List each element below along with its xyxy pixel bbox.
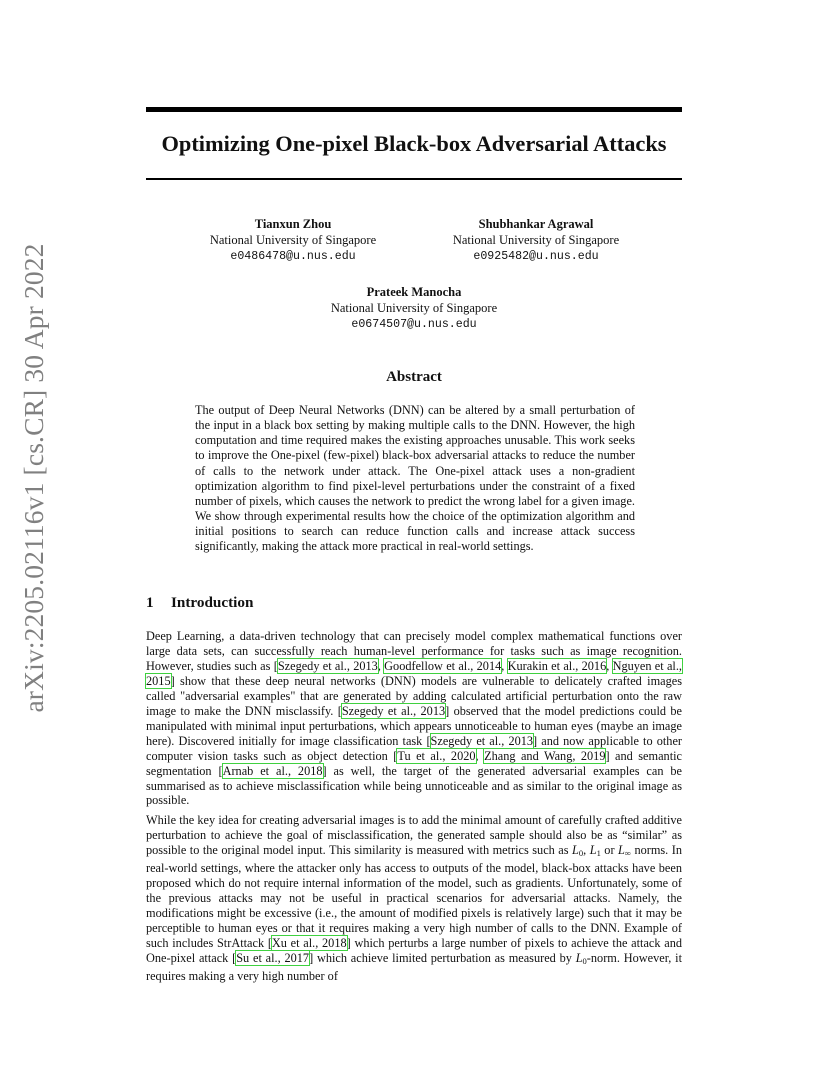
author-block bbox=[436, 216, 636, 265]
body-text: norms. In real-world settings, where the attacker only has access to outputs of the model, black-box attacks have been proposed which do not require internal information of the model, such as gradients. Unfortunately, some of the previous attacks may not be useful in practical scenarios for adversarial attacks. Namely, the modifications might be excessive (i.e., the amount of modified pixels is relatively large) such that it may be perceptible to human eyes or that it requires making a very high number of calls to the DNN. Example of such includes StrAttack [ bbox=[146, 842, 682, 950]
author-affiliation: National University of Singapore bbox=[452, 233, 620, 248]
body-text: While the key idea for creating adversarial images is to add the minimal amount of carefully crafted additive perturbation to achieve the goal of misclassification, the generated sample should also be as “similar” as possible to the original model input. This similarity is measured with metrics such as bbox=[146, 813, 682, 857]
citation-link[interactable]: Szegedy et al., 2013 bbox=[341, 703, 446, 718]
citation-link[interactable]: Xu et al., 2018 bbox=[271, 935, 347, 950]
author-email: e0925482@u.nus.edu bbox=[473, 249, 599, 263]
author-email: e0486478@u.nus.edu bbox=[230, 249, 356, 263]
abstract-text: The output of Deep Neural Networks (DNN) can be altered by a small perturbation of the input in a black box setting by making multiple calls to the DNN. However, the high computation and time required makes the existing approaches unusable. This work seeks to improve the One-pixel (few-pixel) black-box adversarial attacks to reduce the number of calls to the network under attack. The One-pixel attack uses a non-gradient optimization algorithm to find pixel-level perturbations under the constraint of a fixed number of pixels, which causes the network to predict the wrong label for a given image. We show through experimental results how the choice of the optimization algorithm and initial positions to search can reduce function calls and increase attack success significantly, making the attack more practical in real-world settings. bbox=[195, 403, 635, 554]
title-top-rule bbox=[146, 107, 682, 112]
body-text: , bbox=[606, 658, 613, 673]
math-subscript: ∞ bbox=[624, 847, 631, 858]
citation-link[interactable]: Arnab et al., 2018 bbox=[222, 763, 323, 778]
math-letter: L bbox=[572, 842, 579, 857]
body-text: ] as well, the target of the generated adversarial examples can be summarised as to achieve misclassification while being unnoticeable and as similar to the original image as possible. bbox=[146, 763, 682, 808]
body-text: ] and now applicable to other computer vision tasks such as object detection [ bbox=[146, 733, 683, 763]
body-text: , bbox=[377, 658, 385, 673]
citation-link[interactable]: Tu et al., 2020 bbox=[397, 748, 476, 763]
math-symbol bbox=[576, 951, 587, 965]
author-block bbox=[193, 216, 393, 265]
body-text: -norm. However, it requires making a very high number of bbox=[146, 950, 682, 983]
body-text: or bbox=[600, 842, 619, 857]
body-text: , bbox=[475, 748, 485, 763]
body-text: ] show that these deep neural networks (DNN) models are vulnerable to delicately crafted images called "adversarial examples" that are generated by adding calculated artificial perturbation onto the raw image to make the DNN misclassify. [ bbox=[146, 673, 682, 718]
body-text: , bbox=[583, 842, 590, 857]
abstract-heading: Abstract bbox=[386, 369, 442, 385]
author-name: Prateek Manocha bbox=[366, 285, 462, 299]
body-text: ] and semantic segmentation [ bbox=[146, 748, 682, 778]
body-text: ] which achieve limited perturbation as measured by bbox=[309, 950, 576, 965]
citation-link[interactable]: Su et al., 2017 bbox=[236, 950, 310, 965]
section-title: Introduction bbox=[171, 594, 254, 611]
intro-paragraph-1 bbox=[146, 629, 682, 808]
citation-link[interactable]: Kurakin et al., 2016 bbox=[507, 658, 607, 673]
citation-link[interactable]: Szegedy et al., 2013 bbox=[430, 733, 534, 748]
body-text: ] which perturbs a large number of pixels to achieve the attack and One-pixel attack [ bbox=[146, 935, 682, 965]
citation-link[interactable]: Goodfellow et al., 2014 bbox=[384, 658, 502, 673]
section-number: 1 bbox=[146, 594, 154, 611]
body-text: ] observed that the model predictions could be manipulated with minimal input perturbations, which appears unnoticeable to human eyes (maybe an image here). Discovered initially for image classification task [ bbox=[146, 703, 682, 748]
math-letter: L bbox=[618, 842, 625, 857]
section-heading bbox=[146, 594, 682, 612]
citation-link[interactable]: Zhang and Wang, 2019 bbox=[484, 748, 606, 763]
math-subscript: 1 bbox=[596, 847, 601, 858]
title-bottom-rule bbox=[146, 178, 682, 180]
author-affiliation: National University of Singapore bbox=[209, 233, 377, 248]
body-text: Deep Learning, a data-driven technology that can precisely model complex mathematical functions over large data sets, can successfully reach human-level performance for tasks such as image recognition. However, studies such as [ bbox=[146, 629, 682, 673]
paper-title: Optimizing One-pixel Black-box Adversarial Attacks bbox=[161, 131, 667, 156]
body-text: , bbox=[501, 658, 508, 673]
arxiv-identifier: arXiv:2205.02116v1 [cs.CR] 30 Apr 2022 bbox=[18, 243, 49, 713]
math-symbol bbox=[590, 843, 601, 857]
citation-link[interactable]: Nguyen et al., 2015 bbox=[146, 658, 682, 688]
math-subscript: 0 bbox=[578, 847, 584, 858]
math-letter: L bbox=[575, 950, 583, 965]
citation-link[interactable]: Szegedy et al., 2013 bbox=[277, 658, 378, 673]
author-name: Shubhankar Agrawal bbox=[478, 217, 594, 231]
math-letter: L bbox=[589, 842, 597, 857]
author-email: e0674507@u.nus.edu bbox=[351, 317, 477, 331]
intro-paragraph-2 bbox=[146, 813, 682, 983]
author-name: Tianxun Zhou bbox=[254, 217, 332, 231]
author-affiliation: National University of Singapore bbox=[330, 301, 498, 316]
math-subscript: 0 bbox=[582, 955, 587, 966]
math-symbol bbox=[618, 843, 631, 857]
author-block bbox=[314, 284, 514, 333]
math-symbol bbox=[572, 843, 583, 857]
